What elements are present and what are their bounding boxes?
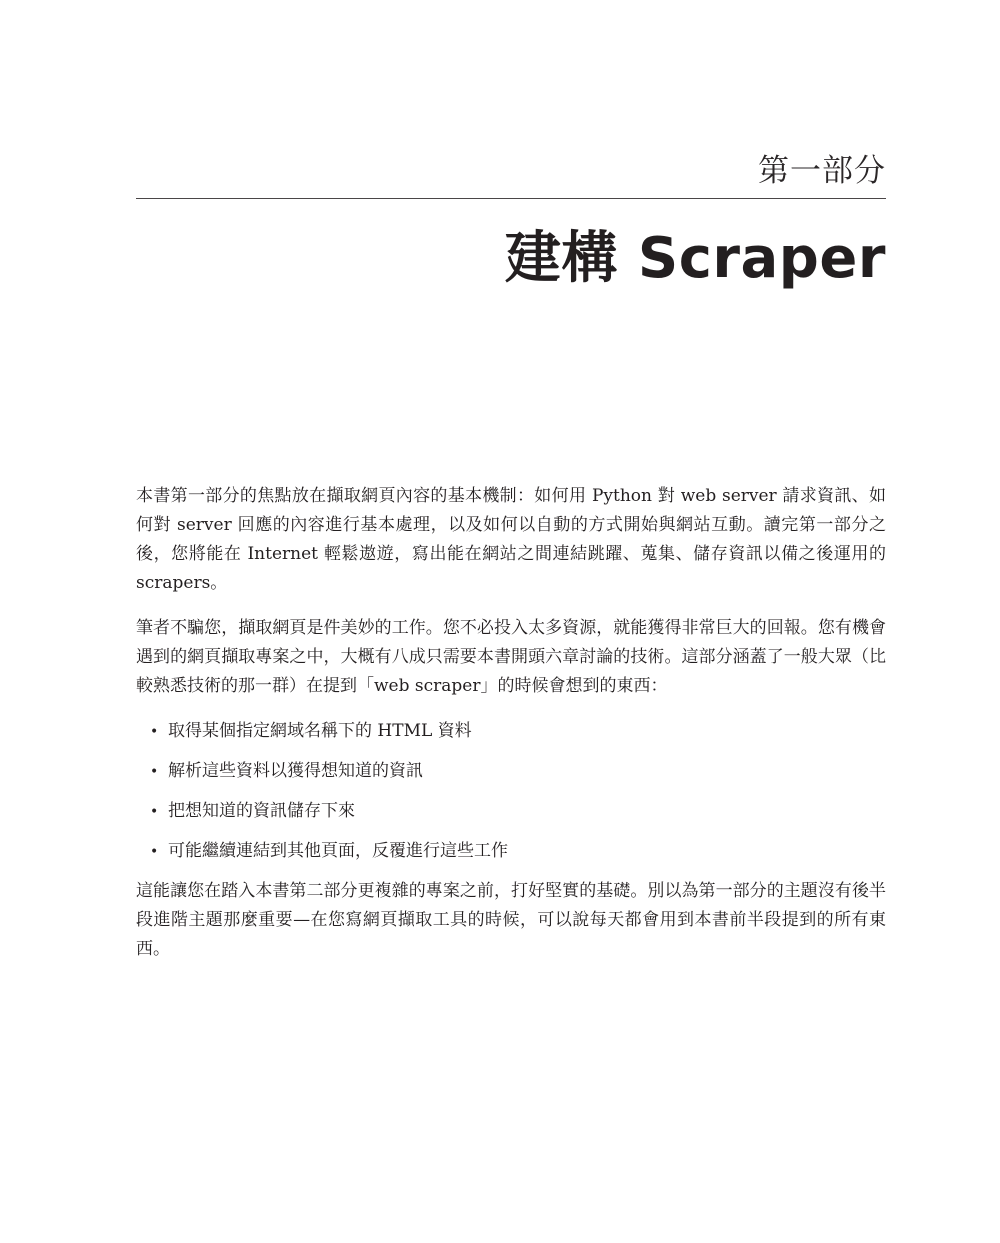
list-item-text: 取得某個指定網域名稱下的 HTML 資料: [168, 721, 472, 741]
part-label: 第一部分: [758, 153, 886, 189]
list-item-text: 可能繼續連結到其他頁面，反覆進行這些工作: [168, 841, 508, 861]
bullet-icon: •: [150, 844, 159, 860]
bullet-icon: •: [150, 724, 159, 740]
title-divider: [136, 198, 886, 199]
list-item: [136, 757, 886, 787]
task-list: [136, 717, 886, 867]
list-item: [136, 717, 886, 747]
list-item-text: 解析這些資料以獲得想知道的資訊: [168, 761, 423, 781]
bullet-icon: •: [150, 804, 159, 820]
chapter-title: 建構 Scraper: [504, 226, 886, 291]
intro-paragraph-2: 筆者不騙您，擷取網頁是件美妙的工作。您不必投入太多資源，就能獲得非常巨大的回報。您有機會遇到的網頁擷取專案之中，大概有八成只需要本書開頭六章討論的技術。這部分涵蓋了一般大眾（比較熟悉技術的那一群）在提到「web scraper」的時候會想到的東西：: [136, 618, 886, 696]
bullet-icon: •: [150, 764, 159, 780]
list-item: [136, 837, 886, 867]
body-text: [136, 482, 886, 980]
closing-paragraph: 這能讓您在踏入本書第二部分更複雜的專案之前，打好堅實的基礎。別以為第一部分的主題沒有後半段進階主題那麼重要—在您寫網頁擷取工具的時候，可以說每天都會用到本書前半段提到的所有東西。: [136, 881, 886, 959]
intro-paragraph-1: 本書第一部分的焦點放在擷取網頁內容的基本機制：如何用 Python 對 web server 請求資訊、如何對 server 回應的內容進行基本處理，以及如何以自動的方式開始與網站互動。讀完第一部分之後，您將能在 Internet 輕鬆遨遊，寫出能在網站之間連結跳躍、蒐集、儲存資訊以備之後運用的 scrapers。: [136, 486, 886, 593]
list-item-text: 把想知道的資訊儲存下來: [168, 801, 355, 821]
list-item: [136, 797, 886, 827]
